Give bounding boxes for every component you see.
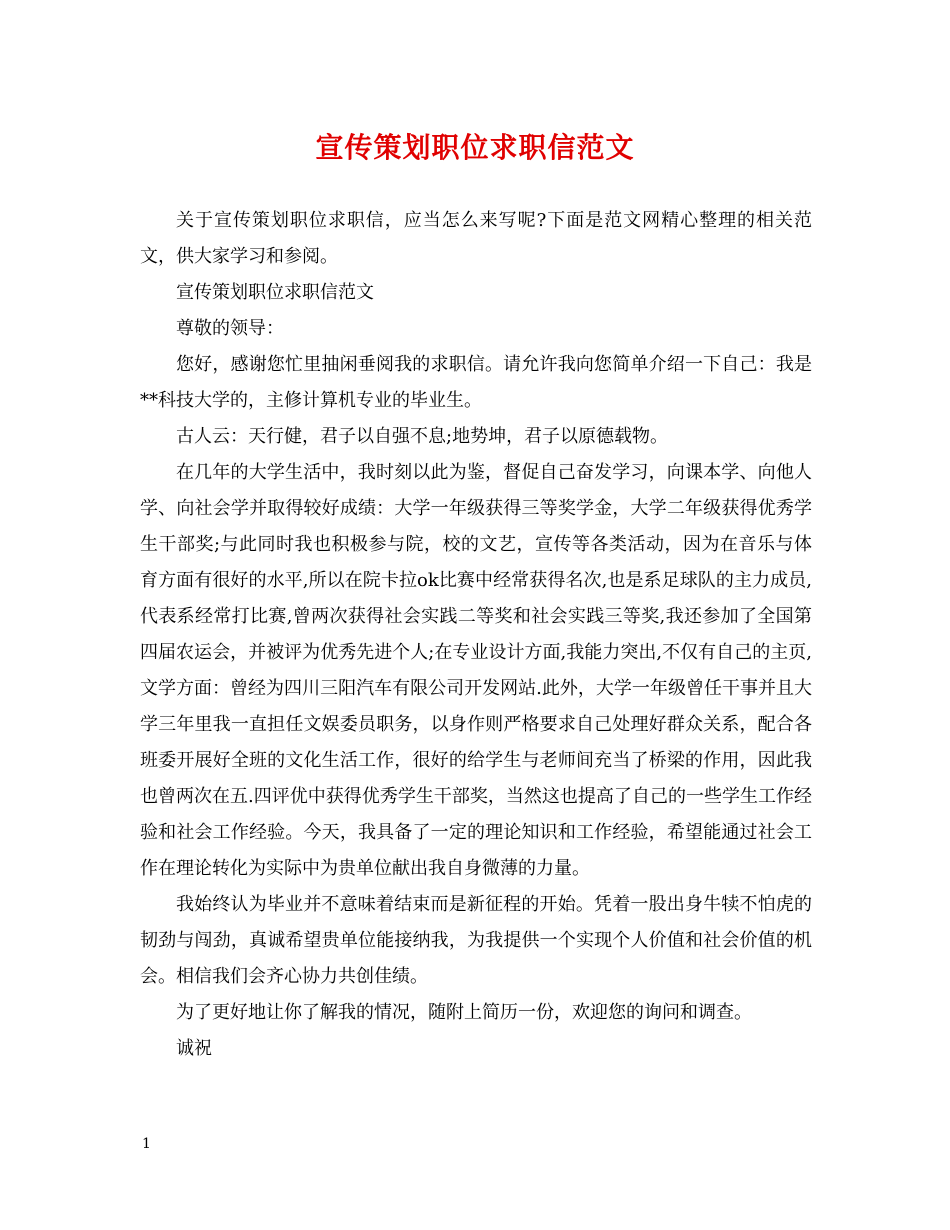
paragraph-greeting: 您好，感谢您忙里抽闲垂阅我的求职信。请允许我向您简单介绍一下自己：我是**科技大学的，主修计算机专业的毕业生。 <box>140 354 812 411</box>
paragraph-intro: 关于宣传策划职位求职信，应当怎么来写呢?下面是范文网精心整理的相关范文，供大家学习和参阅。 <box>140 210 812 267</box>
paragraph-subtitle: 宣传策划职位求职信范文 <box>176 282 374 303</box>
paragraph-aspiration: 我始终认为毕业并不意味着结束而是新征程的开始。凭着一股出身牛犊不怕虎的韧劲与闯劲，真诚希望贵单位能接纳我，为我提供一个实现个人价值和社会价值的机会。相信我们会齐心协力共创佳绩。 <box>140 894 812 987</box>
paragraph-closing: 诚祝 <box>176 1038 212 1059</box>
document-body <box>140 203 812 1067</box>
paragraph-experience: 在几年的大学生活中，我时刻以此为鉴，督促自己奋发学习，向课本学、向他人学、向社会学并取得较好成绩：大学一年级获得三等奖学金，大学二年级获得优秀学生干部奖;与此同时我也积极参与院，校的文艺，宣传等各类活动，因为在音乐与体育方面有很好的水平,所以在院卡拉ok比赛中经常获得名次,也是系足球队的主力成员,代表系经常打比赛,曾两次获得社会实践二等奖和社会实践三等奖,我还参加了全国第四届农运会，并被评为优秀先进个人;在专业设计方面,我能力突出,不仅有自己的主页,文学方面：曾经为四川三阳汽车有限公司开发网站.此外，大学一年级曾任干事并且大学三年里我一直担任文娱委员职务，以身作则严格要求自己处理好群众关系，配合各班委开展好全班的文化生活工作，很好的给学生与老师间充当了桥梁的作用，因此我也曾两次在五.四评优中获得优秀学生干部奖，当然这也提高了自己的一些学生工作经验和社会工作经验。今天，我具备了一定的理论知识和工作经验，希望能通过社会工作在理论转化为实际中为贵单位献出我自身微薄的力量。 <box>140 462 812 879</box>
paragraph-resume-note: 为了更好地让你了解我的情况，随附上简历一份，欢迎您的询问和调查。 <box>176 1002 752 1023</box>
document-title: 宣传策划职位求职信范文 <box>315 131 635 164</box>
paragraph-salutation: 尊敬的领导： <box>176 318 284 339</box>
page-number: 1 <box>142 1136 151 1152</box>
paragraph-quote: 古人云：天行健，君子以自强不息;地势坤，君子以原德载物。 <box>176 426 669 447</box>
